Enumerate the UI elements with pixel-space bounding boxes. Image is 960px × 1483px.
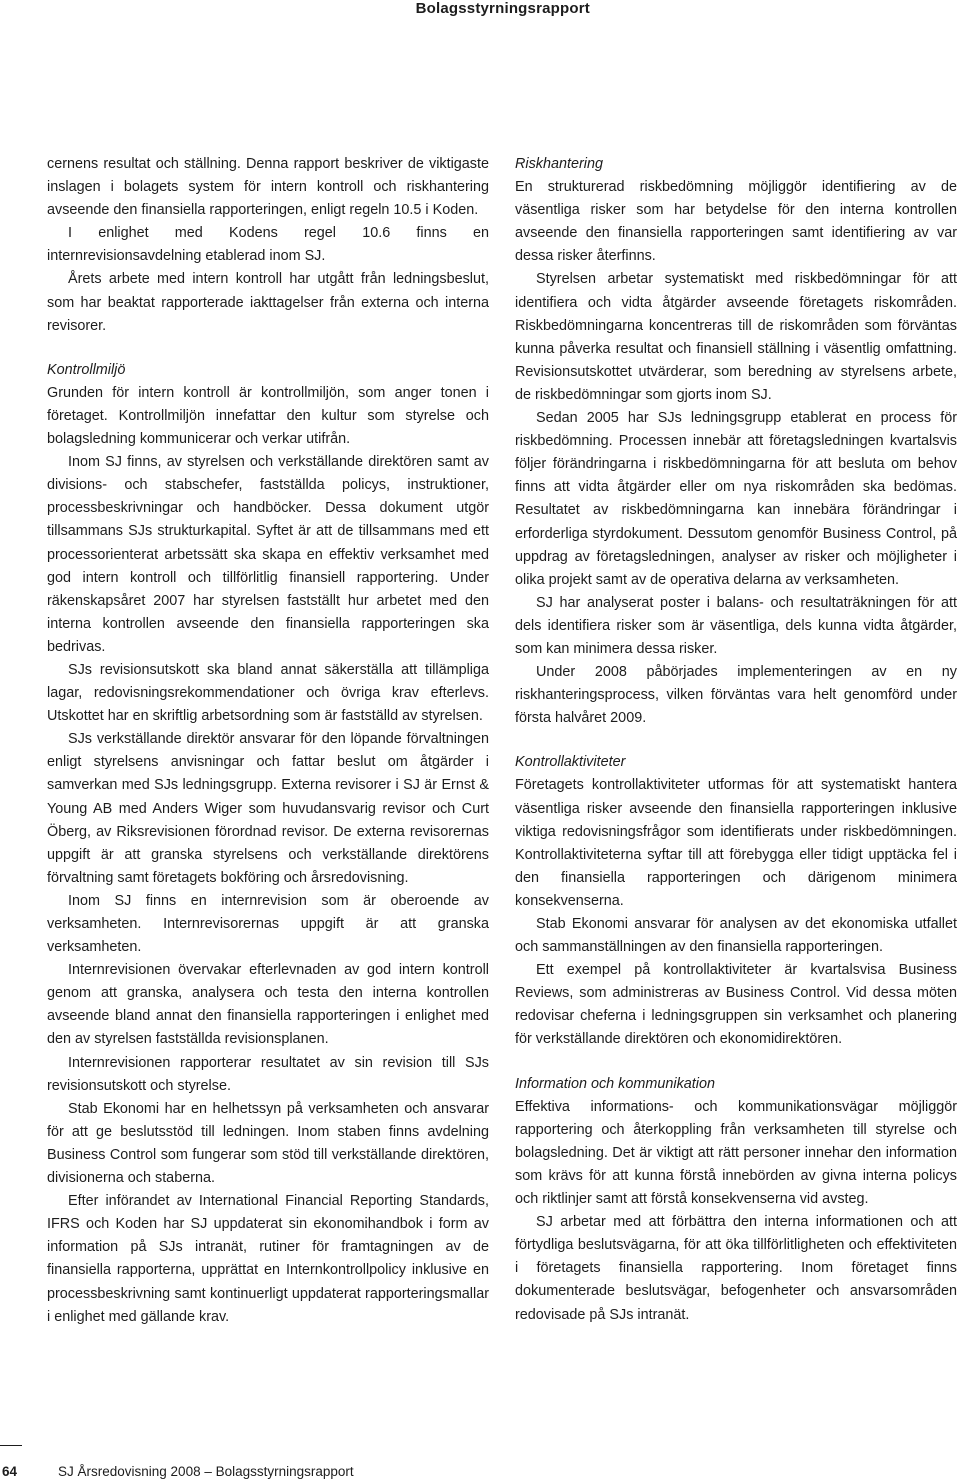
paragraph: Under 2008 påbörjades implementeringen av en ny riskhanteringsprocess, vilken förväntas vara helt genomförd under första halvåret 2009. — [515, 664, 957, 727]
paragraph: SJs revisionsutskott ska bland annat säkerställa att tillämpliga lagar, redovisningsrekommendationer och övriga krav efterlevs. Utskottet har en skriftlig arbetsordning som är fastställd av styrelsen. — [47, 661, 489, 725]
left-column — [47, 153, 489, 1329]
running-header: Bolagsstyrningsrapport — [415, 0, 590, 17]
footer-label: SJ Årsredovisning 2008 – Bolagsstyrningsrapport — [58, 1464, 354, 1479]
section-heading: Information och kommunikation — [515, 1075, 715, 1092]
section-heading: Kontrollmiljö — [47, 361, 126, 378]
paragraph: Styrelsen arbetar systematiskt med riskbedömningar för att identifiera och vidta åtgärder avseende företagets riskområden. Riskbedömningarna koncentreras till de riskområden som förväntas kunna påverka resultat och finansiell ställning i väsentlig omfattning. Revisionsutskottet utvärderar, som beredning av styrelsens arbete, de riskbedömningar som gjorts inom SJ. — [515, 271, 957, 403]
paragraph: Grunden för intern kontroll är kontrollmiljön, som anger tonen i företaget. Kontrollmiljön innefattar den kultur som styrelse och bolagsledning kommunicerar och verkar utifrån. — [47, 384, 489, 448]
paragraph: Internrevisionen övervakar efterlevnaden av god intern kontroll genom att granska, analysera och testa den interna kontrollen avseende bland annat den finansiella rapporteringen i enlighet med den av styrelsen fastställda revisionsplanen. — [47, 962, 489, 1048]
paragraph: Inom SJ finns en internrevision som är oberoende av verksamheten. Internrevisorernas uppgift är att granska verksamheten. — [47, 892, 489, 956]
paragraph: Internrevisionen rapporterar resultatet av sin revision till SJs revisionsutskott och styrelse. — [47, 1054, 489, 1094]
paragraph: Stab Ekonomi ansvarar för analysen av det ekonomiska utfallet och sammanställningen av den finansiella rapporteringen. — [515, 916, 957, 956]
paragraph: Stab Ekonomi har en helhetssyn på verksamheten och ansvarar för att ge beslutsstöd till ledningen. Inom staben finns avdelning Business Control som fungerar som stöd till verkställande direktören, divisionerna och staberna. — [47, 1100, 489, 1187]
paragraph: Sedan 2005 har SJs ledningsgrupp etablerat en process för riskbedömning. Processen innebär att företagsledningen kvartalsvis följer förändringarna i riskbedömningarna för att besluta om behov finns att vidta åtgärder eller om nya riskområden ska bedömas. Resultatet av riskbedömningarna kan innebära förändringar i erforderliga styrdokument. Dessutom genomför Business Control, på uppdrag av företagsledningen, analyser av risker och möjligheter i olika projekt samt av de operativa delarna av verksamheten. — [515, 410, 957, 588]
paragraph: SJs verkställande direktör ansvarar för den löpande förvaltningen enligt styrelsens anvisningar och fattar beslut om åtgärder i samverkan med SJs ledningsgrupp. Externa revisorer i SJ är Ernst & Young AB med Anders Wiger som huvudansvarig revisor och Curt Öberg, av Riksrevisionen förordnad revisor. De externa revisorernas uppgift är att granska styrelsens och verkställande direktörens förvaltning samt företagets bokföring och årsredovisning. — [47, 731, 489, 886]
paragraph: Årets arbete med intern kontroll har utgått från ledningsbeslut, som har beaktat rapporterade iakttagelser från externa och interna revisorer. — [47, 271, 489, 334]
paragraph: Effektiva informations- och kommunikationsvägar möjliggör rapportering och återkoppling från verksamheten till styrelse och bolagsledning. Det är viktigt att rätt personer innehar den information som krävs för att kunna förstå innebörden av givna interna policys och riktlinjer samt att förstå konsekvenserna vid avsteg. — [515, 1098, 957, 1208]
footer-rule — [0, 1445, 22, 1446]
paragraph: I enlighet med Kodens regel 10.6 finns en internrevisionsavdelning etablerad inom SJ. — [47, 225, 489, 265]
section-heading: Riskhantering — [515, 156, 603, 172]
paragraph: SJ arbetar med att förbättra den interna informationen och att förtydliga beslutsvägarna, för att öka tillförlitligheten och effektiviteten i företagets finansiella rapportering. Inom företaget finns dokumenterade beslutsvägar, befogenheter och ansvarsområden redovisade på SJs intranät. — [515, 1214, 957, 1323]
paragraph: Företagets kontrollaktiviteter utformas för att systematiskt hantera väsentliga risker avseende den finansiella rapporteringen inklusive viktiga redovisningsfrågor som identifierats under riskbedömningen. Kontrollaktiviteterna syftar till att förebygga eller tidigt upptäcka fel i den finansiella rapporteringen och därigenom minimera konsekvenserna. — [515, 777, 957, 909]
right-column — [515, 153, 957, 1327]
paragraph: cernens resultat och ställning. Denna rapport beskriver de viktigaste inslagen i bolagets system för intern kontroll och riskhantering avseende den finansiella rapporteringen, enligt regeln 10.5 i Koden. — [47, 156, 489, 219]
page-number: 64 — [2, 1464, 18, 1479]
paragraph: Efter införandet av International Financial Reporting Standards, IFRS och Koden har SJ uppdaterat sin ekonomihandbok i form av information på SJs intranät, rutiner för framtagningen av de finansiella rapporterna, upprättat en Internkontrollpolicy inklusive en processbeskrivning samt kontinuerligt uppdaterat rapporteringsmallar i enlighet med gällande krav. — [47, 1193, 489, 1325]
section-heading: Kontrollaktiviteter — [515, 754, 626, 771]
paragraph: Inom SJ finns, av styrelsen och verkställande direktören samt av divisions- och stabschefer, fastställda policys, instruktioner, processbeskrivningar och handböcker. Dessa dokument utgör tillsammans SJs strukturkapital. Syftet är att de tillsammans med ett processorienterat arbetssätt ska skapa en effektiv verksamhet med god intern kontroll och tillförlitlig finansiell rapportering. Under räkenskapsåret 2007 har styrelsen fastställt hur arbetet med den interna kontrollen avseende den finansiella rapporteringen ska bedrivas. — [47, 454, 489, 655]
paragraph: En strukturerad riskbedömning möjliggör identifiering av de väsentliga risker som har betydelse för den interna kontrollen avseende den finansiella rapporteringen samt identifiering av var dessa risker återfinns. — [515, 179, 957, 265]
paragraph: Ett exempel på kontrollaktiviteter är kvartalsvisa Business Reviews, som administreras av Business Control. Vid dessa möten redovisar cheferna i ledningsgruppen sin verksamhet och planering för verkställande direktören och ekonomidirektören. — [515, 962, 957, 1048]
paragraph: SJ har analyserat poster i balans- och resultaträkningen för att dels identifiera risker som är väsentliga, dels kunna vidta åtgärder, som kan minimera dessa risker. — [515, 594, 957, 657]
